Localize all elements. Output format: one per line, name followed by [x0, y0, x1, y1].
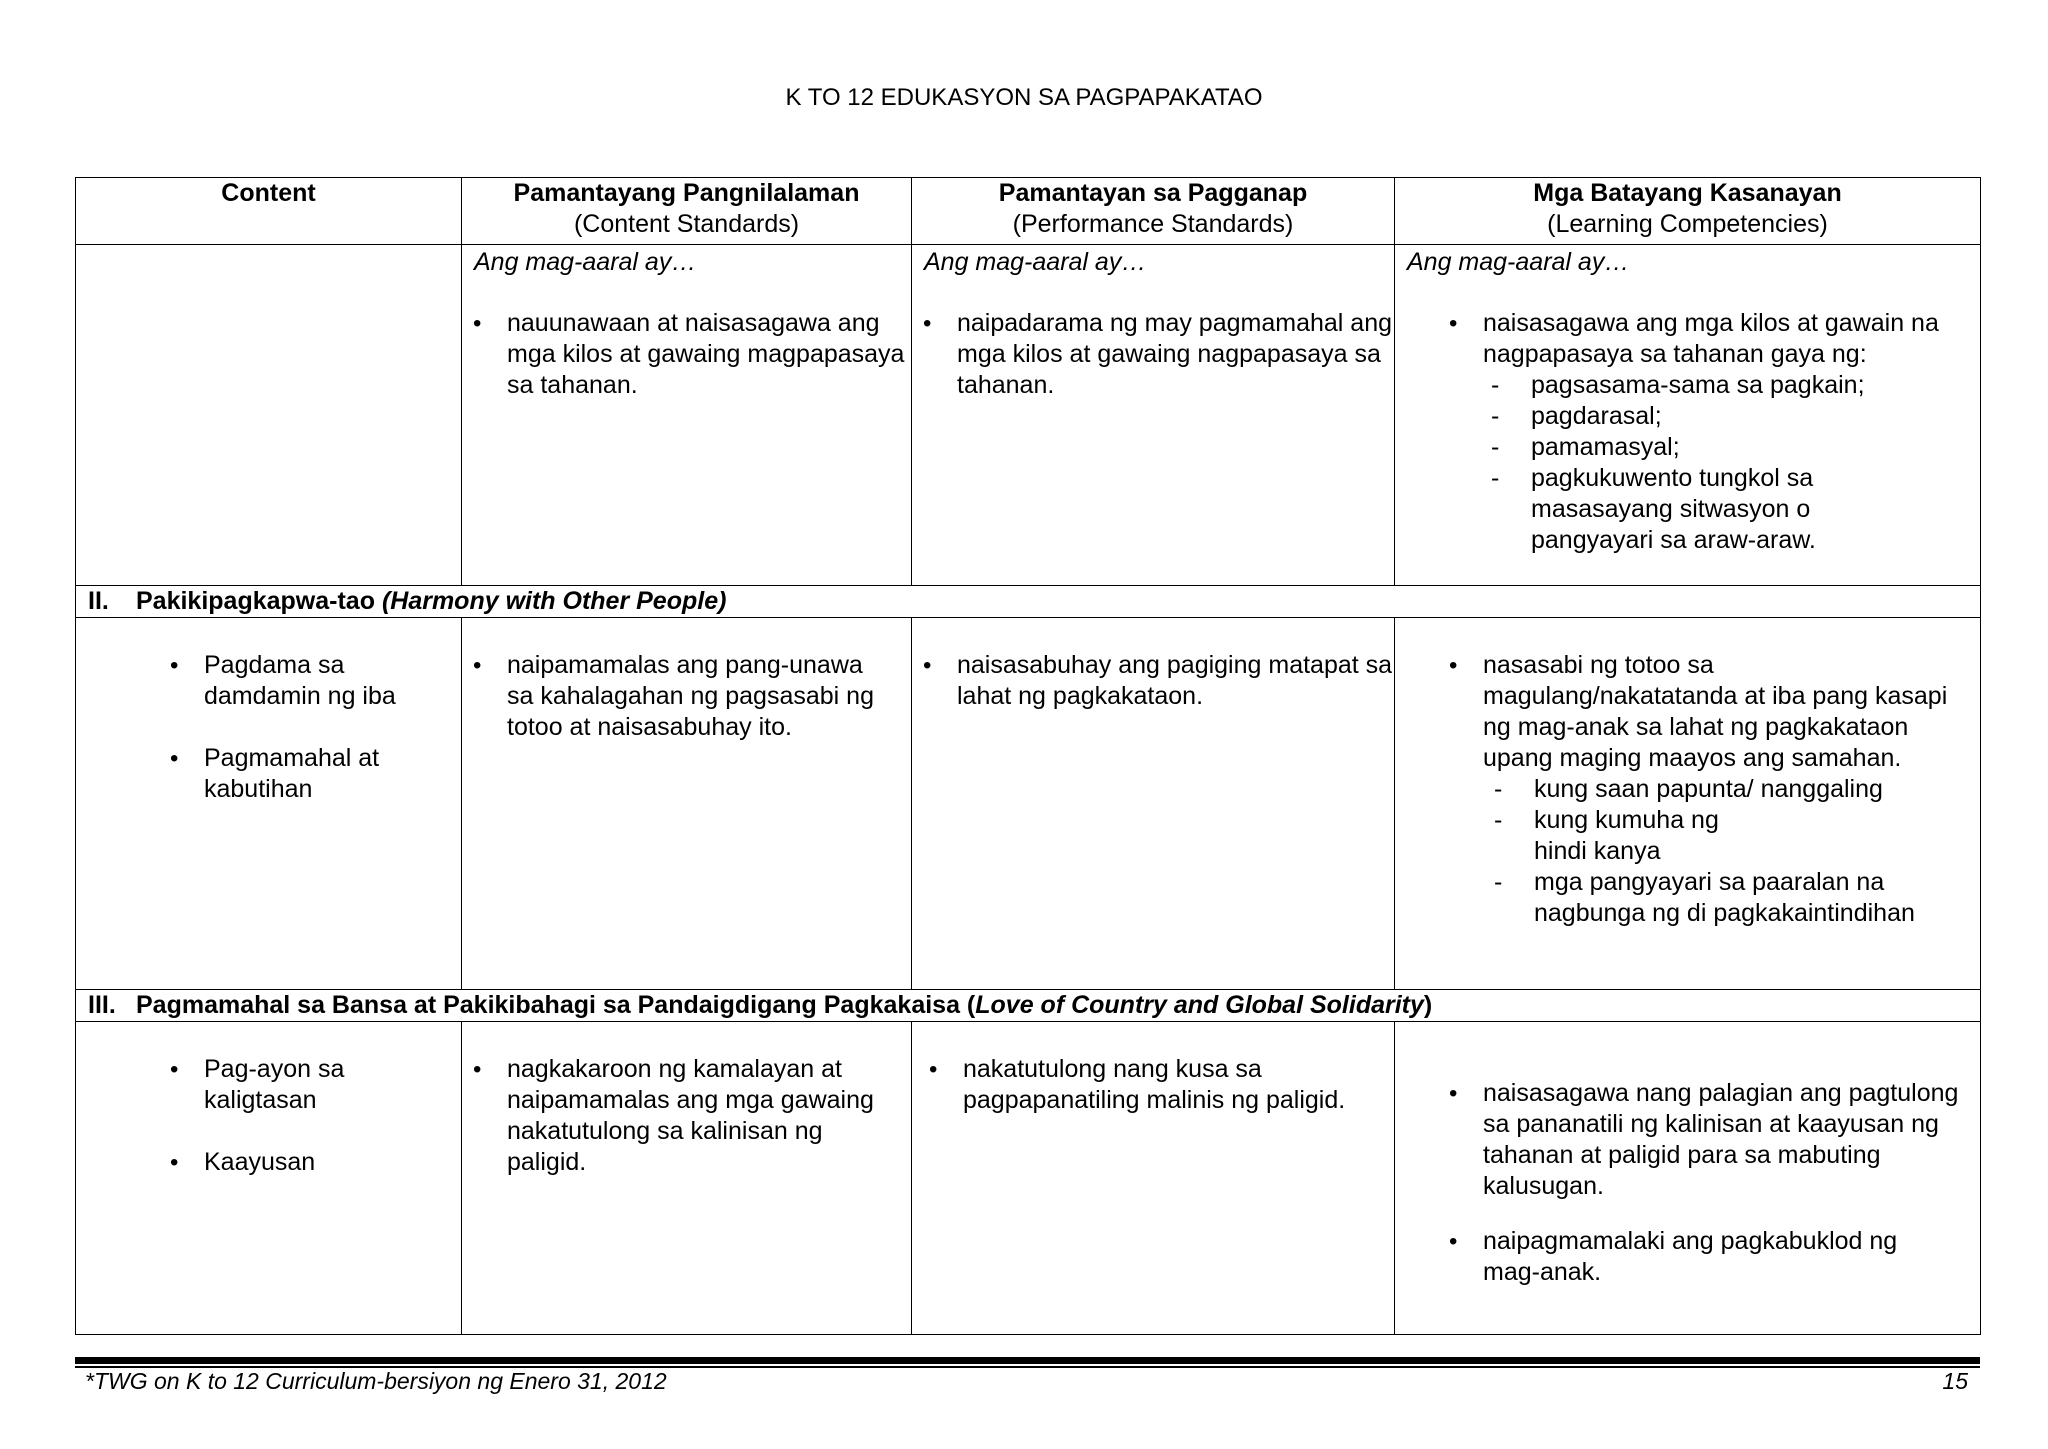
- section-title-3: III. Pagmamahal sa Bansa at Pakikibahagi sa Pandaigdigang Pagkakaisa (Love of Country and Global Solidarity): [76, 990, 1981, 1022]
- dash-item: - pamamasyal;: [1487, 432, 1980, 463]
- section3-content-cell: [76, 1022, 462, 1335]
- list-item: • Pagdama sa damdamin ng iba: [159, 650, 431, 712]
- section2-content-standards-cell: [462, 618, 912, 990]
- lead-text: Ang mag-aaral ay…: [474, 248, 697, 276]
- list-item: • Pag-ayon sa kaligtasan: [159, 1054, 401, 1116]
- page-header: K TO 12 EDUKASYON SA PAGPAPAKATAO: [785, 84, 1263, 111]
- row1-content-cell: [76, 245, 462, 586]
- section2-competencies-cell: [1395, 618, 1981, 990]
- section-row: [76, 586, 1981, 618]
- dash-item: - pagdarasal;: [1487, 401, 1980, 432]
- list-item: • naisasagawa nang palagian ang pagtulong sa pananatili ng kalinisan at kaayusan ng tahanan at paligid para sa mabuting kalusugan.: [1438, 1078, 1968, 1202]
- section2-performance-standards-cell: [912, 618, 1395, 990]
- dash-item: - mga pangyayari sa paaralan na nagbunga ng di pagkakaintindihan: [1490, 867, 1980, 929]
- column-header-competencies: Mga Batayang Kasanayan (Learning Competencies): [1395, 178, 1981, 245]
- section-title-2: II. Pakikipagkapwa-tao (Harmony with Other People): [76, 586, 1981, 618]
- list-item: • nauunawaan at naisasagawa ang mga kilos at gawaing magpapasaya sa tahanan.: [462, 308, 911, 401]
- list-item: • naipadarama ng may pagmamahal ang mga kilos at gawaing nagpapasaya sa tahanan.: [912, 308, 1394, 401]
- list-item: • naisasabuhay ang pagiging matapat sa lahat ng pagkakataon.: [912, 650, 1394, 712]
- list-item: • naisasagawa ang mga kilos at gawain na nagpapasaya sa tahanan gaya ng:: [1438, 308, 1980, 370]
- lead-text: Ang mag-aaral ay…: [1407, 248, 1630, 276]
- dash-item: - pagkukuwento tungkol sa masasayang sitwasyon o pangyayari sa araw-araw.: [1487, 463, 1980, 556]
- list-item: • naipagmamalaki ang pagkabuklod ng mag-anak.: [1438, 1226, 1968, 1288]
- dash-item: - kung kumuha ng hindi kanya: [1490, 805, 1980, 867]
- column-header-content: Content: [76, 178, 462, 245]
- section3-performance-standards-cell: [912, 1022, 1395, 1335]
- lead-text: Ang mag-aaral ay…: [924, 248, 1147, 276]
- dash-item: - kung saan papunta/ nanggaling: [1490, 774, 1980, 805]
- row1-competencies-cell: [1395, 245, 1981, 586]
- table-row: [76, 245, 1981, 586]
- list-item: • Kaayusan: [159, 1147, 401, 1178]
- footer-rule-thick: [75, 1357, 1980, 1364]
- list-item: • nakatutulong nang kusa sa pagpapanatiling malinis ng paligid.: [918, 1054, 1364, 1116]
- section3-content-standards-cell: [462, 1022, 912, 1335]
- row1-content-standards-cell: [462, 245, 912, 586]
- section-row: [76, 990, 1981, 1022]
- dash-item: - pagsasama-sama sa pagkain;: [1487, 370, 1980, 401]
- page-number: 15: [1942, 1368, 1968, 1394]
- list-item: • nasasabi ng totoo sa magulang/nakatatanda at iba pang kasapi ng mag-anak sa lahat ng pagkakataon upang maging maayos ang samahan.: [1438, 650, 1960, 774]
- curriculum-table: [75, 177, 1981, 1335]
- column-header-performance-standards: Pamantayan sa Pagganap (Performance Standards): [912, 178, 1395, 245]
- table-row: [76, 1022, 1981, 1335]
- header-row: [76, 178, 1981, 245]
- footer-note: *TWG on K to 12 Curriculum-bersiyon ng Enero 31, 2012: [85, 1368, 667, 1394]
- table-row: [76, 618, 1981, 990]
- section3-competencies-cell: [1395, 1022, 1981, 1335]
- list-item: • naipamamalas ang pang-unawa sa kahalagahan ng pagsasabi ng totoo at naisasabuhay ito.: [462, 650, 891, 743]
- list-item: • Pagmamahal at kabutihan: [159, 743, 431, 805]
- column-header-content-standards: Pamantayang Pangnilalaman (Content Standards): [462, 178, 912, 245]
- row1-performance-standards-cell: [912, 245, 1395, 586]
- list-item: • nagkakaroon ng kamalayan at naipamamalas ang mga gawaing nakatutulong sa kalinisan ng paligid.: [462, 1054, 891, 1178]
- section2-content-cell: [76, 618, 462, 990]
